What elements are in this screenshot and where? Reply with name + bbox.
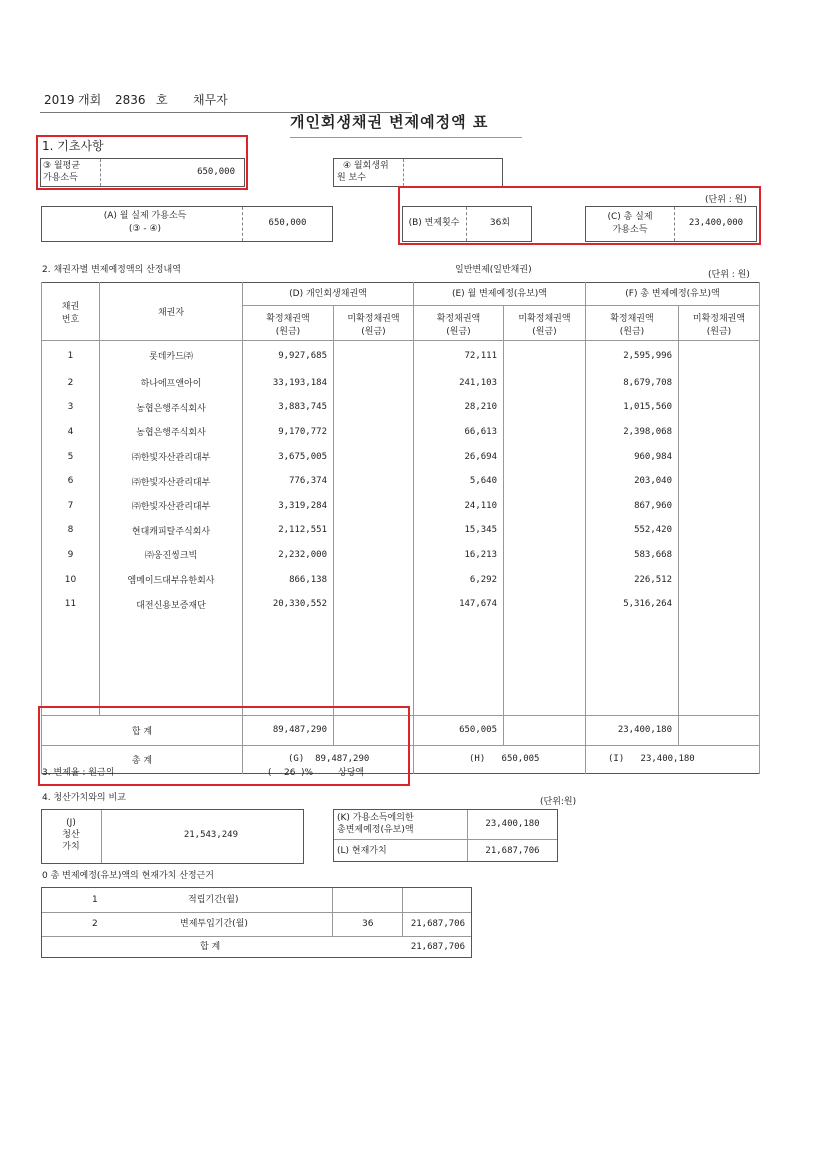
- col-e-header: [414, 283, 586, 341]
- pv-sum-value: 21,687,706: [410, 942, 465, 952]
- k-value: 23,400,180: [485, 819, 540, 829]
- j-label-2: 청산: [62, 830, 80, 840]
- row-e-unconfirmed: [504, 641, 586, 666]
- row-creditor: 농협은행주식회사: [100, 420, 243, 445]
- row-e-unconfirmed: [504, 395, 586, 420]
- section3-label: 3. 변제율 : 원금의: [42, 768, 115, 778]
- page-title: 개인회생채권 변제예정액 표: [290, 113, 489, 131]
- pv-row2-no: 2: [92, 919, 98, 929]
- pv-row1-no: 1: [92, 895, 98, 905]
- row-e-confirmed: [414, 666, 504, 691]
- row-d-unconfirmed: [334, 616, 414, 641]
- row-f-confirmed: 5,316,264: [586, 592, 679, 617]
- section2-heading: 2. 채권자별 변제예정액의 산정내역: [42, 265, 181, 275]
- col-d-header: [243, 283, 414, 341]
- row-no: [42, 666, 100, 691]
- row-f-confirmed: [586, 616, 679, 641]
- highlight-basic-info: [36, 135, 248, 190]
- row-creditor: ㈜한빛자산관리대부: [100, 493, 243, 518]
- col-no-label-1: 채권: [61, 301, 80, 312]
- col-no-header: [42, 283, 100, 341]
- row-e-confirmed: 66,613: [414, 420, 504, 445]
- row-d-confirmed: 2,112,551: [243, 518, 334, 543]
- pv-row2-value: 21,687,706: [410, 919, 465, 929]
- col-d-confirmed: [243, 306, 334, 340]
- b-value: 36회: [489, 218, 511, 228]
- row-no: 11: [42, 592, 100, 617]
- col-creditor-header: 채권자: [100, 283, 243, 341]
- sum-f: 23,400,180: [586, 715, 679, 745]
- row-no: 7: [42, 493, 100, 518]
- pv-row2-months: 36: [362, 919, 374, 929]
- col-d-unconfirmed: [334, 306, 413, 340]
- e-confirmed-1: 확정채권액: [436, 314, 481, 324]
- row-creditor: 대전신용보증재단: [100, 592, 243, 617]
- g-value: 89,487,290: [315, 754, 370, 765]
- comparison-divider: [467, 810, 468, 861]
- creditor-row: [42, 469, 760, 494]
- row-f-unconfirmed: [679, 469, 760, 494]
- row-f-confirmed: 226,512: [586, 567, 679, 592]
- row-f-confirmed: 203,040: [586, 469, 679, 494]
- row-d-unconfirmed: [334, 493, 414, 518]
- creditor-row: [42, 341, 760, 371]
- col-f-title: (F) 총 변제예정(유보)액: [586, 283, 759, 306]
- creditor-row: [42, 543, 760, 568]
- row-e-unconfirmed: [504, 518, 586, 543]
- row-f-unconfirmed: [679, 444, 760, 469]
- row-d-unconfirmed: [334, 543, 414, 568]
- sum-e-unconfirmed: [504, 715, 586, 745]
- total-label: 총 계: [42, 745, 243, 773]
- row-creditor: 농협은행주식회사: [100, 395, 243, 420]
- row-creditor: 하나에프앤아이: [100, 371, 243, 396]
- col-d-title: (D) 개인회생채권액: [243, 283, 413, 306]
- row-f-unconfirmed: [679, 592, 760, 617]
- row-e-confirmed: 241,103: [414, 371, 504, 396]
- monthly-avg-label-1: ③ 월평균: [43, 161, 81, 171]
- row-creditor: ㈜한빛자산관리대부: [100, 444, 243, 469]
- row-e-confirmed: 72,111: [414, 341, 504, 371]
- section3-close: )%: [301, 768, 314, 778]
- monthly-avg-label-2: 가용소득: [43, 173, 78, 183]
- row-d-confirmed: [243, 666, 334, 691]
- j-label-1: (J): [66, 818, 76, 828]
- row-f-confirmed: 2,398,068: [586, 420, 679, 445]
- row-f-confirmed: 583,668: [586, 543, 679, 568]
- row-d-unconfirmed: [334, 666, 414, 691]
- a-divider: [242, 207, 243, 241]
- row-d-unconfirmed: [334, 592, 414, 617]
- i-label: (I): [608, 754, 625, 765]
- c-label-2: 가용소득: [612, 225, 648, 235]
- row-creditor: 현대캐피탈주식회사: [100, 518, 243, 543]
- row-f-unconfirmed: [679, 420, 760, 445]
- row-d-unconfirmed: [334, 567, 414, 592]
- row-d-confirmed: 33,193,184: [243, 371, 334, 396]
- section3-suffix: 상당액: [338, 768, 365, 778]
- j-value: 21,543,249: [183, 830, 238, 840]
- row-e-confirmed: 24,110: [414, 493, 504, 518]
- f-confirmed-2: (원금): [619, 327, 645, 337]
- row-e-confirmed: 16,213: [414, 543, 504, 568]
- trustee-label-2: 원 보수: [337, 173, 366, 183]
- d-unconfirmed-2: (원금): [361, 327, 386, 337]
- sum-f-unconfirmed: [679, 715, 760, 745]
- a-value: 650,000: [268, 218, 307, 228]
- pv-col-divider-1: [332, 888, 333, 936]
- l-value: 21,687,706: [485, 846, 540, 856]
- col-no-label-2: 번호: [61, 314, 80, 325]
- row-creditor: 엠메이드대부유한회사: [100, 567, 243, 592]
- creditor-row: [42, 493, 760, 518]
- row-no: 6: [42, 469, 100, 494]
- row-f-unconfirmed: [679, 518, 760, 543]
- row-f-unconfirmed: [679, 493, 760, 518]
- h-label: (H): [469, 754, 486, 765]
- total-h: [414, 745, 586, 773]
- section5-heading: 0 총 변제예정(유보)액의 현재가치 산정근거: [42, 871, 214, 881]
- row-e-confirmed: 6,292: [414, 567, 504, 592]
- row-d-unconfirmed: [334, 341, 414, 371]
- row-f-unconfirmed: [679, 641, 760, 666]
- row-e-unconfirmed: [504, 371, 586, 396]
- row-creditor: ㈜한빛자산관리대부: [100, 469, 243, 494]
- liquidation-divider: [101, 810, 102, 863]
- row-e-unconfirmed: [504, 341, 586, 371]
- row-creditor: [100, 616, 243, 641]
- row-d-unconfirmed: [334, 518, 414, 543]
- e-unconfirmed-2: (원금): [532, 327, 557, 337]
- col-f-confirmed: [586, 306, 679, 340]
- sum-d: 89,487,290: [243, 715, 334, 745]
- creditor-row: [42, 371, 760, 396]
- row-d-confirmed: 3,883,745: [243, 395, 334, 420]
- section1-heading: 1. 기초사항: [42, 139, 104, 153]
- row-e-unconfirmed: [504, 616, 586, 641]
- monthly-avg-value: 650,000: [197, 167, 235, 177]
- case-year: 2019: [44, 93, 75, 107]
- row-e-unconfirmed: [504, 420, 586, 445]
- f-unconfirmed-1: 미확정채권액: [692, 314, 746, 324]
- case-number: 2836: [115, 93, 146, 107]
- row-e-unconfirmed: [504, 690, 586, 715]
- row-creditor: [100, 666, 243, 691]
- comparison-row-divider: [334, 839, 557, 840]
- row-e-unconfirmed: [504, 469, 586, 494]
- row-no: 10: [42, 567, 100, 592]
- section3-open: (: [268, 768, 272, 778]
- c-label-1: (C) 총 실제: [607, 212, 653, 222]
- row-e-confirmed: [414, 616, 504, 641]
- row-creditor: [100, 641, 243, 666]
- row-creditor: ㈜웅진씽크빅: [100, 543, 243, 568]
- col-f-header: [586, 283, 760, 341]
- row-d-unconfirmed: [334, 420, 414, 445]
- row-f-unconfirmed: [679, 341, 760, 371]
- row-d-confirmed: 776,374: [243, 469, 334, 494]
- row-e-confirmed: 147,674: [414, 592, 504, 617]
- section3-rate: 26: [284, 768, 296, 778]
- k-label-2: 총변제예정(유보)액: [337, 825, 414, 835]
- f-unconfirmed-2: (원금): [706, 327, 732, 337]
- row-e-confirmed: 5,640: [414, 469, 504, 494]
- row-no: 3: [42, 395, 100, 420]
- row-d-confirmed: 3,675,005: [243, 444, 334, 469]
- row-f-unconfirmed: [679, 616, 760, 641]
- row-e-confirmed: [414, 641, 504, 666]
- row-no: 5: [42, 444, 100, 469]
- pv-row-divider-2: [42, 936, 471, 937]
- sum-e: 650,005: [414, 715, 504, 745]
- row-d-confirmed: 866,138: [243, 567, 334, 592]
- e-confirmed-2: (원금): [446, 327, 471, 337]
- f-confirmed-1: 확정채권액: [610, 314, 654, 324]
- c-value: 23,400,000: [688, 218, 744, 228]
- trustee-divider: [403, 159, 404, 186]
- highlight-repayment-info: [398, 186, 761, 245]
- empty-row: [42, 616, 760, 641]
- creditor-table: [41, 282, 760, 774]
- row-e-confirmed: 26,694: [414, 444, 504, 469]
- row-f-confirmed: 960,984: [586, 444, 679, 469]
- row-no: 1: [42, 341, 100, 371]
- row-f-unconfirmed: [679, 543, 760, 568]
- section1-unit: (단위 : 원): [705, 195, 747, 205]
- row-e-unconfirmed: [504, 666, 586, 691]
- row-d-confirmed: 20,330,552: [243, 592, 334, 617]
- row-e-unconfirmed: [504, 592, 586, 617]
- row-d-confirmed: 9,170,772: [243, 420, 334, 445]
- creditor-rows: [42, 341, 760, 716]
- e-unconfirmed-1: 미확정채권액: [518, 314, 571, 324]
- row-d-confirmed: 2,232,000: [243, 543, 334, 568]
- col-e-confirmed: [414, 306, 504, 340]
- row-e-unconfirmed: [504, 543, 586, 568]
- creditor-row: [42, 518, 760, 543]
- trustee-label-1: ④ 월회생위: [343, 161, 389, 171]
- row-f-confirmed: 1,015,560: [586, 395, 679, 420]
- row-no: 9: [42, 543, 100, 568]
- row-f-unconfirmed: [679, 690, 760, 715]
- row-f-confirmed: 867,960: [586, 493, 679, 518]
- empty-row: [42, 666, 760, 691]
- row-d-confirmed: [243, 616, 334, 641]
- j-label-3: 가치: [62, 842, 80, 852]
- sum-label: 합 계: [42, 715, 243, 745]
- creditor-row: [42, 567, 760, 592]
- row-no: [42, 641, 100, 666]
- row-e-confirmed: 15,345: [414, 518, 504, 543]
- row-f-confirmed: [586, 641, 679, 666]
- l-label: (L) 현재가치: [337, 846, 387, 856]
- col-e-unconfirmed: [504, 306, 585, 340]
- row-e-confirmed: 28,210: [414, 395, 504, 420]
- row-d-unconfirmed: [334, 641, 414, 666]
- debtor-label: 채무자: [193, 93, 228, 107]
- a-label-1: (A) 월 실제 가용소득: [103, 211, 187, 221]
- title-underline: [290, 137, 522, 138]
- k-label-1: (K) 가용소득에의한: [337, 813, 414, 823]
- d-confirmed-1: 확정채권액: [266, 314, 310, 324]
- row-no: 2: [42, 371, 100, 396]
- court-label: 개회: [78, 93, 102, 107]
- row-f-unconfirmed: [679, 567, 760, 592]
- row-f-confirmed: 552,420: [586, 518, 679, 543]
- b-label: (B) 변제횟수: [408, 218, 460, 228]
- creditor-row: [42, 420, 760, 445]
- row-d-confirmed: 9,927,685: [243, 341, 334, 371]
- row-e-unconfirmed: [504, 567, 586, 592]
- row-f-unconfirmed: [679, 371, 760, 396]
- empty-row: [42, 641, 760, 666]
- row-e-confirmed: [414, 690, 504, 715]
- row-d-unconfirmed: [334, 395, 414, 420]
- row-f-confirmed: [586, 666, 679, 691]
- section4-heading: 4. 청산가치와의 비교: [42, 793, 126, 803]
- total-i: [586, 745, 760, 773]
- d-unconfirmed-1: 미확정채권액: [347, 314, 400, 324]
- pv-row1-label: 적립기간(월): [188, 895, 239, 905]
- section2-subtitle: 일반변제(일반채권): [455, 265, 532, 275]
- row-f-unconfirmed: [679, 666, 760, 691]
- row-f-confirmed: [586, 690, 679, 715]
- row-d-unconfirmed: [334, 444, 414, 469]
- a-label-2: (③ - ④): [128, 224, 162, 234]
- row-f-confirmed: 8,679,708: [586, 371, 679, 396]
- row-d-confirmed: [243, 641, 334, 666]
- row-no: [42, 616, 100, 641]
- row-no: 4: [42, 420, 100, 445]
- pv-sum-label: 합 계: [200, 942, 221, 952]
- col-f-unconfirmed: [679, 306, 759, 340]
- pv-row2-label: 변제투입기간(월): [180, 919, 248, 929]
- row-e-unconfirmed: [504, 444, 586, 469]
- section4-unit: (단위:원): [540, 797, 577, 807]
- pv-row-divider-1: [42, 912, 471, 913]
- row-e-unconfirmed: [504, 493, 586, 518]
- d-confirmed-2: (원금): [275, 327, 301, 337]
- i-value: 23,400,180: [640, 754, 695, 765]
- col-e-title: (E) 월 변제예정(유보)액: [414, 283, 585, 306]
- row-d-unconfirmed: [334, 371, 414, 396]
- h-value: 650,005: [501, 754, 540, 765]
- row-d-unconfirmed: [334, 469, 414, 494]
- row-d-confirmed: 3,319,284: [243, 493, 334, 518]
- creditor-row: [42, 592, 760, 617]
- g-label: (G): [288, 754, 305, 765]
- row-f-unconfirmed: [679, 395, 760, 420]
- section2-unit: (단위 : 원): [708, 270, 750, 280]
- row-creditor: 롯데카드㈜: [100, 341, 243, 371]
- case-ho: 호: [156, 93, 168, 107]
- row-f-confirmed: 2,595,996: [586, 341, 679, 371]
- creditor-row: [42, 444, 760, 469]
- row-no: 8: [42, 518, 100, 543]
- creditor-row: [42, 395, 760, 420]
